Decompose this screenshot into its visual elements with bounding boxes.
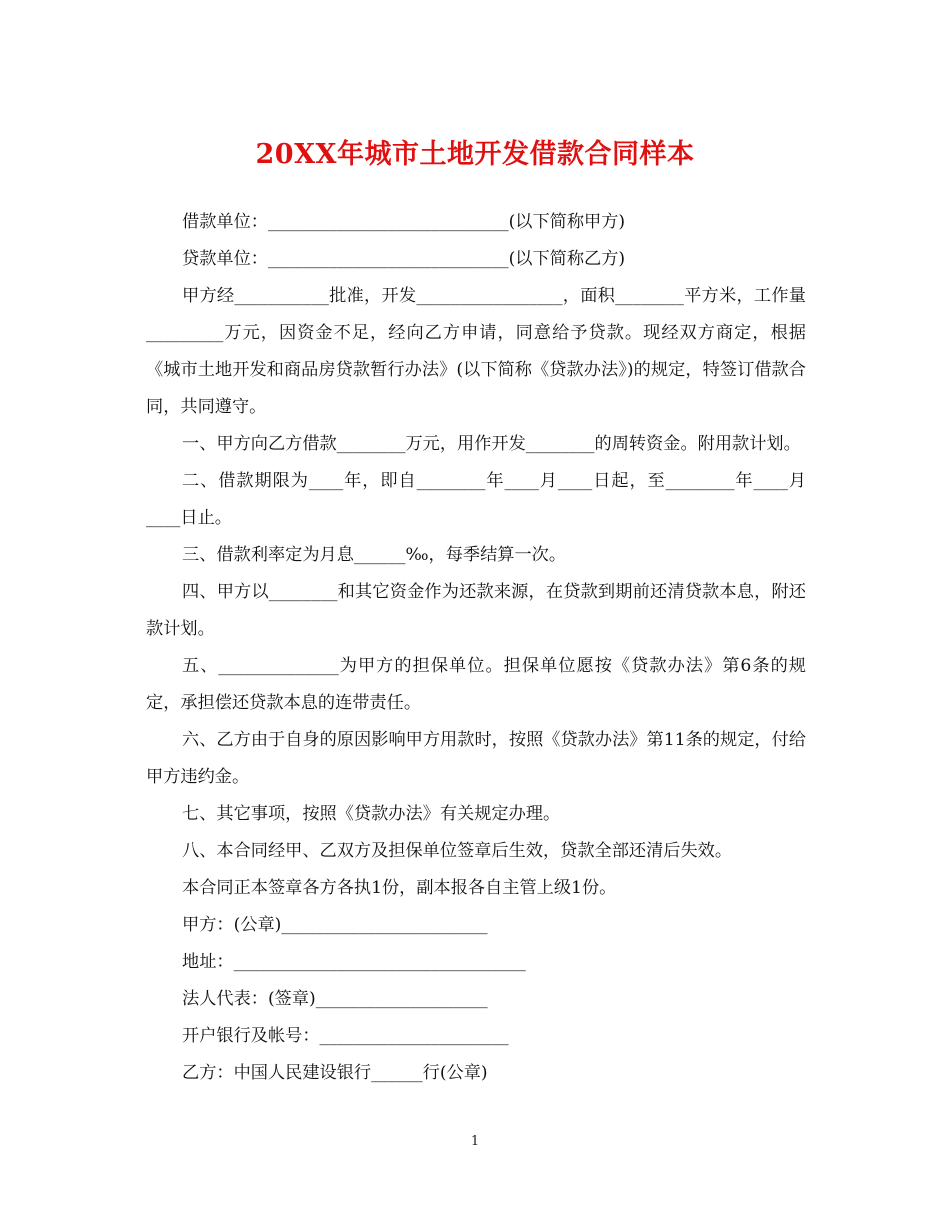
clause-7: 七、其它事项，按照《贷款办法》有关规定办理。 <box>182 804 561 824</box>
clause-3: 三、借款利率定为月息______‰，每季结算一次。 <box>182 545 567 565</box>
address-line: 地址：__________________________________ <box>182 952 526 972</box>
borrower-line: 借款单位：____________________________(以下简称甲方) <box>182 212 626 232</box>
clause-6: 六、乙方由于自身的原因影响甲方用款时，按照《贷款办法》第11条的规定，付给甲方违约金。 <box>146 730 806 787</box>
preamble-paragraph: 甲方经___________批准，开发_________________，面积________平方米，工作量_________万元，因资金不足，经向乙方申请，同意给予贷款。现经双方商定，根据《城市土地开发和商品房贷款暂行办法》(以下简称《贷款办法》)的规定，特签订借款合同，共同遵守。 <box>146 286 806 417</box>
legal-rep-line: 法人代表：(签章)____________________ <box>182 989 488 1009</box>
clause-2: 二、借款期限为____年，即自________年____月____日起，至________年____月____日止。 <box>146 471 806 528</box>
party-b-line: 乙方：中国人民建设银行______行(公章) <box>182 1063 488 1083</box>
lender-line: 贷款单位：____________________________(以下简称乙方) <box>182 249 626 269</box>
clause-8: 八、本合同经甲、乙双方及担保单位签章后生效，贷款全部还清后失效。 <box>182 841 733 861</box>
clause-1: 一、甲方向乙方借款________万元，用作开发________的周转资金。附用款计划。 <box>182 434 801 454</box>
copies-note: 本合同正本签章各方各执1份，副本报各自主管上级1份。 <box>182 878 617 898</box>
page-number: 1 <box>470 1134 480 1149</box>
contract-body <box>146 204 806 1092</box>
party-a-seal-line: 甲方：(公章)________________________ <box>182 915 488 935</box>
clause-4: 四、甲方以________和其它资金作为还款来源，在贷款到期前还清贷款本息，附还款计划。 <box>146 582 806 639</box>
document-title: 20XX年城市土地开发借款合同样本 <box>255 139 695 170</box>
bank-account-line: 开户银行及帐号：______________________ <box>182 1026 509 1046</box>
clause-5: 五、______________为甲方的担保单位。担保单位愿按《贷款办法》第6条的规定，承担偿还贷款本息的连带责任。 <box>146 656 806 713</box>
